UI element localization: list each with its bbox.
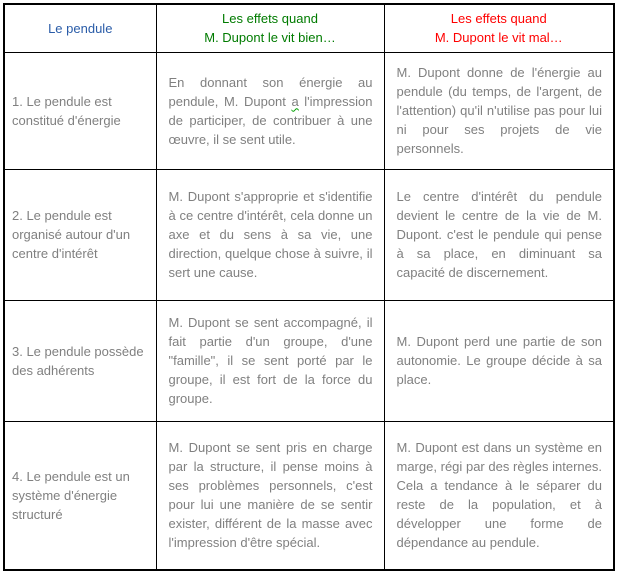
row1-bien-text-before: En donnant son énergie au pendule, M. Dupont [168, 74, 373, 109]
row4-mal-cell [384, 421, 614, 570]
table-row-3 [4, 300, 614, 421]
header-row [4, 4, 614, 52]
row3-label-text: 3. Le pendule possède des adhérents [12, 343, 144, 378]
row2-mal-text: Le centre d'intérêt du pendule devient le centre de la vie de M. Dupont. c'est le pendule qui pense à sa place, en diminuant sa capacité de discernement. [396, 189, 602, 280]
row4-bien-cell [156, 421, 384, 570]
row1-mal-cell [384, 52, 614, 169]
row1-mal-text: M. Dupont donne de l'énergie au pendule (du temps, de l'argent, de l'attention) qu'il n'utilise pas pour lui ni pour ses projets de vie personnels. [396, 65, 602, 156]
table-row-4 [4, 421, 614, 570]
row1-label-text: 1. Le pendule est constitué d'énergie [12, 93, 121, 128]
header-bien-line1: Les effets quand [222, 11, 318, 27]
header-cell-effets-bien [156, 4, 384, 52]
row1-bien-text-after: l'impression de participer, de contribuer à une œuvre, il se sent utile. [168, 93, 373, 147]
header-cell-effets-mal [384, 4, 614, 52]
header-cell-pendule [4, 4, 156, 52]
table-row-2 [4, 169, 614, 300]
row2-label-cell [4, 169, 156, 300]
row2-mal-cell [384, 169, 614, 300]
row2-label-text: 2. Le pendule est organisé autour d'un centre d'intérêt [12, 208, 131, 261]
row1-bien-misspelled-word: a [291, 93, 299, 109]
header-pendule-text: Le pendule [48, 20, 113, 36]
table-row-1 [4, 52, 614, 169]
row4-bien-text: M. Dupont se sent pris en charge par la structure, il pense moins à ses problèmes personnels, c'est pour lui une manière de se sentir exister, différent de la masse avec l'impression d'être spécial. [168, 440, 373, 551]
row3-bien-cell [156, 300, 384, 421]
row2-bien-cell [156, 169, 384, 300]
row3-mal-text: M. Dupont perd une partie de son autonomie. Le groupe décide à sa place. [396, 334, 602, 387]
row3-mal-cell [384, 300, 614, 421]
header-mal-line1: Les effets quand [450, 11, 547, 27]
row2-bien-text: M. Dupont s'approprie et s'identifie à ce centre d'intérêt, cela donne un axe et du sens à sa vie, une direction, quelque chose à suivre, il sert une cause. [168, 189, 373, 280]
header-mal-line2: M. Dupont le vit mal… [434, 30, 563, 46]
header-bien-line2: M. Dupont le vit bien… [204, 30, 336, 46]
row1-bien-cell [156, 52, 384, 169]
row3-label-cell [4, 300, 156, 421]
row4-label-cell [4, 421, 156, 570]
pendule-effects-table [3, 3, 615, 571]
row1-label-cell [4, 52, 156, 169]
row4-mal-text: M. Dupont est dans un système en marge, régi par des règles internes. Cela a tendance à le séparer du reste de la population, et à développer une forme de dépendance au pendule. [396, 440, 602, 551]
row4-label-text: 4. Le pendule est un système d'énergie structuré [12, 468, 130, 522]
row3-bien-text: M. Dupont se sent accompagné, il fait partie d'un groupe, d'une "famille", il se sent porté par le groupe, il est fort de la force du groupe. [168, 315, 373, 406]
